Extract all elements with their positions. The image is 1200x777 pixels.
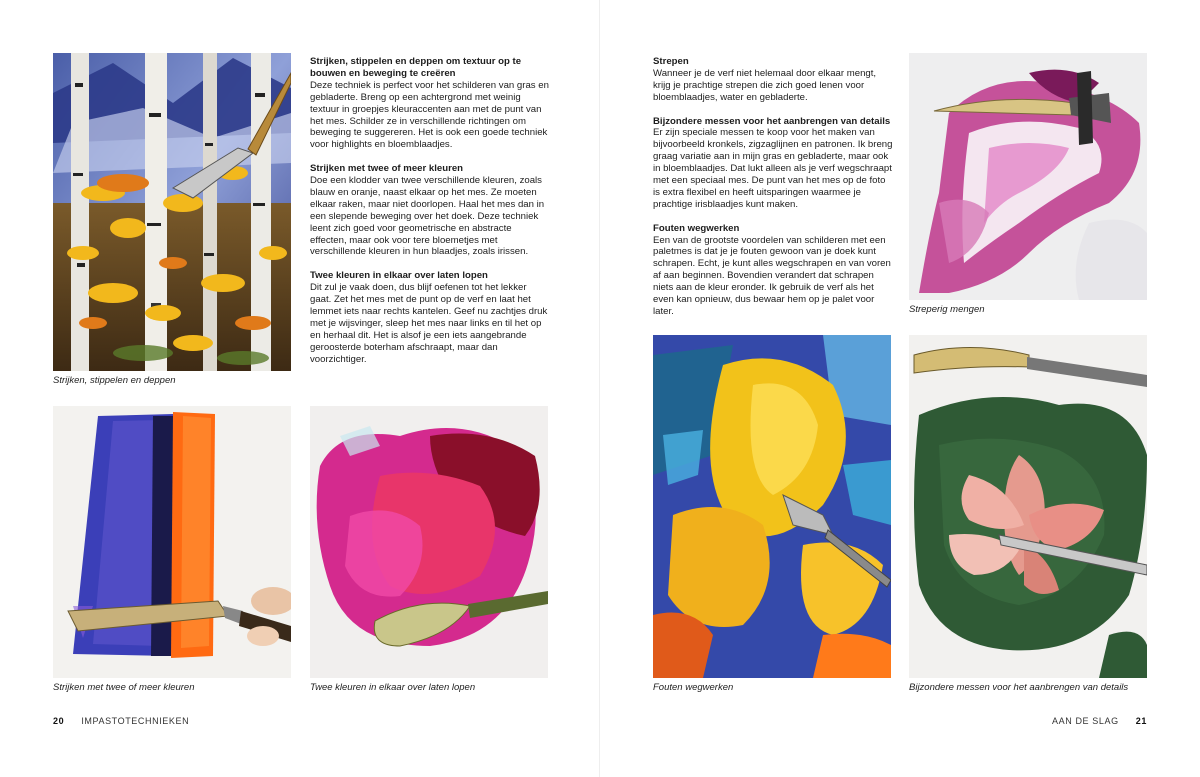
- left-text-column: [310, 56, 550, 377]
- running-title-right: AAN DE SLAG: [1052, 716, 1119, 726]
- yellow-blue-graphic: [653, 335, 891, 678]
- folio-right: [1052, 716, 1147, 726]
- body-strepen: Wanneer je de verf niet helemaal door elkaar mengt, krijg je prachtige strepen die zich goed lenen voor bloemblaadjes, water en gebladerte.: [653, 67, 877, 103]
- caption-overlopen: Twee kleuren in elkaar over laten lopen: [310, 682, 476, 693]
- body-strijken-twee-kleuren: Doe een klodder van twee verschillende kleuren, zoals blauw en oranje, naast elkaar op het mes. Ze moeten elkaar raken, maar niet doorlopen. Haal het mes dan in een slepende beweging over het doek. Deze techniek leent zich goed voor geometrische en abstracte effecten, maar ook voor tere bloemetjes met verschillende kleuren in hun blaadjes, zoals irissen.: [310, 175, 545, 258]
- heading-overlopen: Twee kleuren in elkaar over laten lopen: [310, 270, 488, 282]
- body-overlopen: Dit zul je vaak doen, dus blijf oefenen tot het lekker gaat. Zet het mes met de punt op de verf en laat het lemmet iets naar rechts kantelen. Geef nu zachtjes druk met je wijsvinger, sleep het mes naar links en til het op en herhaal dit. Het is alsof je een iets aangebrande geroosterde boterham afschraapt, maar dan voorzichtiger.: [310, 282, 548, 365]
- running-title-left: IMPASTOTECHNIEKEN: [81, 716, 190, 726]
- heading-strijken-stippelen: Strijken, stippelen en deppen om textuur op te bouwen en beweging te creëren: [310, 56, 522, 79]
- photo-magenta-red-blend: [310, 406, 548, 678]
- magenta-red-graphic: [310, 406, 548, 678]
- caption-fouten: Fouten wegwerken: [653, 682, 734, 693]
- page-number-left: 20: [53, 716, 65, 726]
- pink-streaky-graphic: [909, 53, 1147, 300]
- right-text-column: [653, 56, 895, 330]
- birch-painting-graphic: [53, 53, 291, 371]
- photo-pink-petal-green: [909, 335, 1147, 678]
- heading-bijzondere-messen: Bijzondere messen voor het aanbrengen van details: [653, 115, 891, 127]
- body-bijzondere-messen: Er zijn speciale messen te koop voor het maken van bijvoorbeeld kronkels, zigzaglijnen en patronen. Ik breng graag variatie aan in mijn gras en gebladerte, maar ook in bloemblaadjes. Dat lukt alleen als je verf wegschraapt met een speciaal mes. De punt van het mes op de foto is extra flexibel en heeft uitsparingen waarmee je prachtige irisblaadjes kunt maken.: [653, 127, 893, 210]
- photo-birch-painting: [53, 53, 291, 371]
- photo-blue-orange-stroke: [53, 406, 291, 678]
- caption-streperig: Streperig mengen: [909, 304, 985, 315]
- body-strijken-stippelen: Deze techniek is perfect voor het schilderen van gras en gebladerte. Breng op een achtergrond met weinig textuur in groepjes kleuraccenten aan met de punt van het mes. Schilder ze in verschillende richtingen om beweging te suggereren. Het is ook een goede techniek voor highlights en bloemblaadjes.: [310, 79, 549, 151]
- heading-fouten-wegwerken: Fouten wegwerken: [653, 222, 740, 234]
- folio-left: [53, 716, 189, 726]
- caption-bijzondere: Bijzondere messen voor het aanbrengen van details: [909, 682, 1129, 693]
- page-number-right: 21: [1135, 716, 1147, 726]
- blue-orange-graphic: [53, 406, 291, 678]
- right-page: [600, 0, 1200, 777]
- body-fouten-wegwerken: Een van de grootste voordelen van schilderen met een paletmes is dat je je fouten gewoon van je doek kunt schrapen. Echt, je kunt alles wegschrapen en van voren af aan beginnen. Bovendien verandert dat schrapen niets aan de kleur eronder. Ik gebruik de verf als het even kan opnieuw, dus bewaar hem op je palet voor later.: [653, 234, 891, 317]
- heading-strijken-twee-kleuren: Strijken met twee of meer kleuren: [310, 163, 464, 175]
- heading-strepen: Strepen: [653, 56, 689, 67]
- photo-pink-streaky: [909, 53, 1147, 300]
- caption-twee-kleuren: Strijken met twee of meer kleuren: [53, 682, 195, 693]
- caption-strijken: Strijken, stippelen en deppen: [53, 375, 176, 386]
- pink-petal-graphic: [909, 335, 1147, 678]
- photo-yellow-blue-scraped: [653, 335, 891, 678]
